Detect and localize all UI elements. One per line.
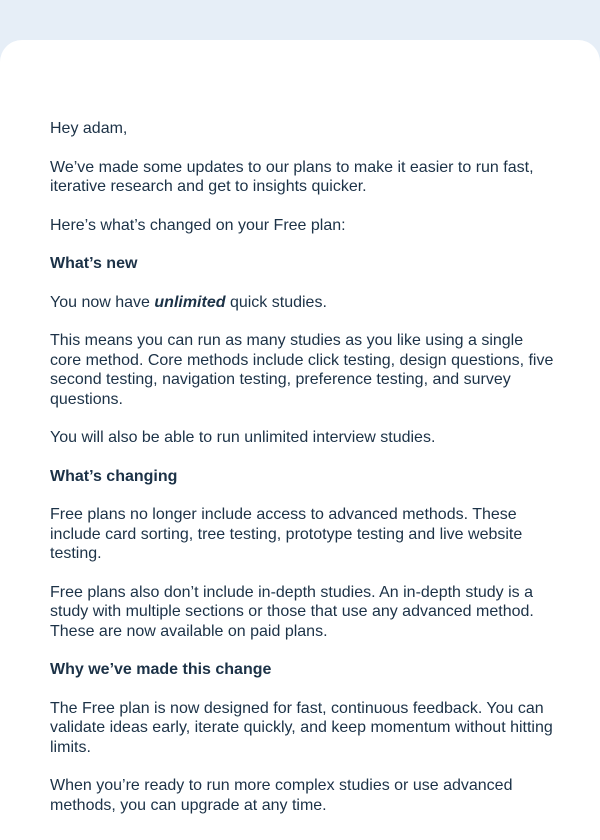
greeting: Hey adam, (50, 120, 128, 137)
changes-intro: Here’s what’s changed on your Free plan: (50, 216, 346, 234)
intro-paragraph: We’ve made some updates to our plans to make it easier to run fast, iterative research and get to insights quicker. (50, 158, 534, 195)
in-depth-paragraph: Free plans also don’t include in-depth studies. An in-depth study is a study with multiple sections or those that use any advanced method. These are now available on paid plans. (50, 583, 534, 640)
unlimited-emphasis: unlimited (154, 293, 226, 311)
advanced-methods-paragraph: Free plans no longer include access to advanced methods. These include card sorting, tree testing, prototype testing and live website testing. (50, 506, 523, 562)
whats-changing-heading: What’s changing (50, 467, 178, 485)
whats-new-heading: What’s new (50, 255, 138, 272)
upgrade-paragraph: When you’re ready to run more complex studies or use advanced methods, you can upgrade at any time. (50, 777, 513, 814)
email-body (50, 119, 555, 815)
unlimited-line (50, 293, 555, 313)
reason-paragraph: The Free plan is now designed for fast, continuous feedback. You can validate ideas early, iterate quickly, and keep momentum without hitting limits. (50, 699, 553, 756)
unlimited-line-end: quick studies. (225, 293, 327, 311)
core-methods-paragraph: This means you can run as many studies as you like using a single core method. Core methods include click testing, design questions, five second testing, navigation testing, preference testing, and survey questions. (50, 332, 554, 408)
interview-paragraph: You will also be able to run unlimited interview studies. (50, 429, 436, 446)
why-heading: Why we’ve made this change (50, 661, 272, 678)
unlimited-line-start: You now have (50, 293, 155, 311)
